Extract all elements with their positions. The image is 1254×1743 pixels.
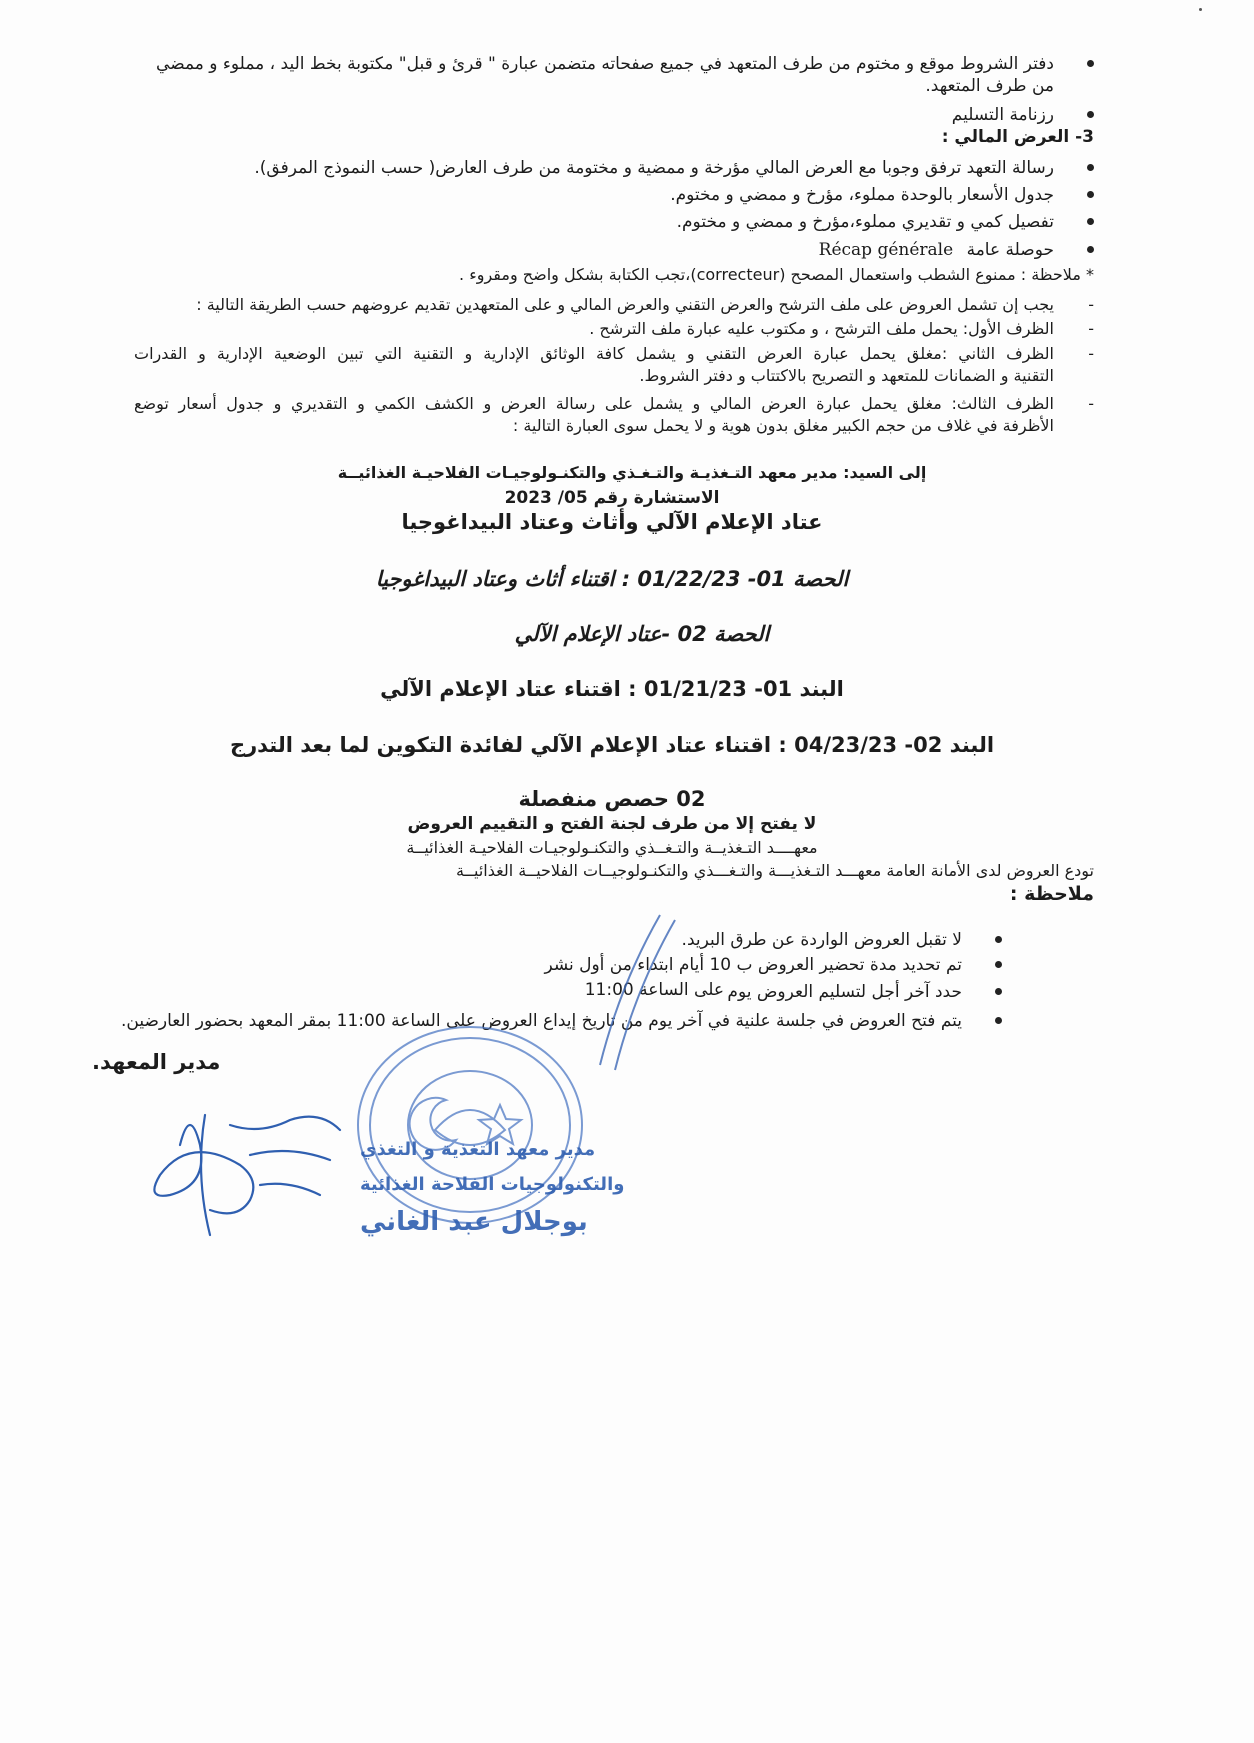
consultation-object: عتاد الإعلام الآلي وأثاث وعتاد البيداغوجيا [401,510,823,534]
svg-text:والتكنولوجيات الفلاحة الغذائية: والتكنولوجيات الفلاحة الغذائية [360,1174,625,1195]
dash-item: - الظرف الثاني :مغلق يحمل عبارة العرض التقني و يشمل كافة الوثائق الإدارية و التقنية التي تبين الوضعية الإدارية و القدرات [134,344,1094,363]
consultation-number: الاستشارة رقم 05/ 2023 [504,488,720,508]
institute-name: معهــــد التـغذيــة والتـغــذي والتكنـولوجيـات الفلاحيـة الغذائيــة [406,838,818,857]
note-star: * ملاحظة : ممنوع الشطب واستعمال المصحح (correcteur)،تجب الكتابة بشكل واضح ومقروء . [459,265,1094,284]
remarks-heading: ملاحظة : [1009,883,1094,905]
lot-1: الحصة 01- 01/22/23 : اقتناء أثاث وعتاد البيداغوجيا [375,567,849,591]
addressee: إلى السيد: مدير معهد التـغذيـة والتـغـذي والتكنـولوجيـات الفلاحيـة الغذائيــة [337,463,927,482]
date-stamp-icon [560,905,700,1075]
bullet-item: تفصيل كمي و تقديري مملوء،مؤرخ و ممضي و مختوم. [676,212,1054,232]
bullet-item: دفتر الشروط موقع و مختوم من طرف المتعهد في جميع صفحاته متضمن عبارة " قرئ و قبل" مكتوبة بخط اليد ، مملوء و ممضي [54,52,1054,76]
svg-text:مدير معهد التغذية و التغذي: مدير معهد التغذية و التغذي [360,1139,596,1160]
bullet-item: رسالة التعهد ترفق وجوبا مع العرض المالي مؤرخة و ممضية و مختومة من طرف العارض( حسب النموذج المرفق). [254,158,1054,178]
dash-item: - الظرف الثالث: مغلق يحمل عبارة العرض المالي و يشمل على رسالة العرض و الكشف الكمي و التقديري و جدول أسعار توضع [134,394,1094,413]
bullet-item: حوصلة عامة Récap générale [818,240,1054,260]
item-2: البند 02- 04/23/23 : اقتناء عتاد الإعلام الآلي لفائدة التكوين لما بعد التدرج [229,733,995,757]
item-1: البند 01- 01/21/23 : اقتناء عتاد الإعلام الآلي [380,677,844,701]
dash-continuation: الأظرفة في غلاف من حجم الكبير مغلق بدون هوية و لا يحمل سوى العبارة التالية : [512,416,1054,435]
deadline-time: على الساعة 11:00 [584,980,724,1000]
remark-item: تم تحديد مدة تحضير العروض ب 10 أيام ابتداء من أول نشر [544,955,962,975]
bullet-item: جدول الأسعار بالوحدة مملوء، مؤرخ و ممضي و مختوم. [670,185,1054,205]
open-only-notice: لا يفتح إلا من طرف لجنة الفتح و التقييم العروض [407,814,817,834]
section-heading: 3- العرض المالي : [941,127,1094,147]
handwritten-signature-icon [110,1085,625,1275]
remark-item: حدد آخر أجل لتسليم العروض يوم [727,982,962,1002]
lot-2: الحصة 02 -عتاد الإعلام الآلي [514,622,770,646]
remark-item: يتم فتح العروض في جلسة علنية في آخر يوم من تاريخ إيداع العروض على الساعة 11:00 بمقر المعهد بحضور العارضين. [120,1011,962,1031]
director-title: مدير المعهد. [92,1050,221,1074]
recap-label: Récap générale [818,240,954,260]
svg-text:بوجلال عبد الغاني: بوجلال عبد الغاني [360,1207,588,1237]
remark-item: لا تقبل العروض الواردة عن طرق البريد. [681,930,962,950]
scan-dot [1199,8,1202,11]
official-seal-icon [350,1010,590,1230]
bullet-item: رزنامة التسليم [951,105,1054,125]
deposit-notice: تودع العروض لدى الأمانة العامة معهـــد التـغذيـــة والتـغـــذي والتكنـولوجيــات الفلاحيــة الغذائيــة [456,861,1094,880]
separate-lots: 02 حصص منفصلة [518,787,706,811]
dash-item: - الظرف الأول: يحمل ملف الترشح ، و مكتوب عليه عبارة ملف الترشح . [589,319,1094,338]
dash-item: - يجب إن تشمل العروض على ملف الترشح والعرض التقني والعرض المالي و على المتعهدين تقديم عروضهم حسب الطريقة التالية : [196,295,1094,314]
bullet-continuation: من طرف المتعهد. [925,76,1054,96]
dash-continuation: التقنية و الضمانات للمتعهد و التصريح بالاكتتاب و دفتر الشروط. [639,366,1054,385]
